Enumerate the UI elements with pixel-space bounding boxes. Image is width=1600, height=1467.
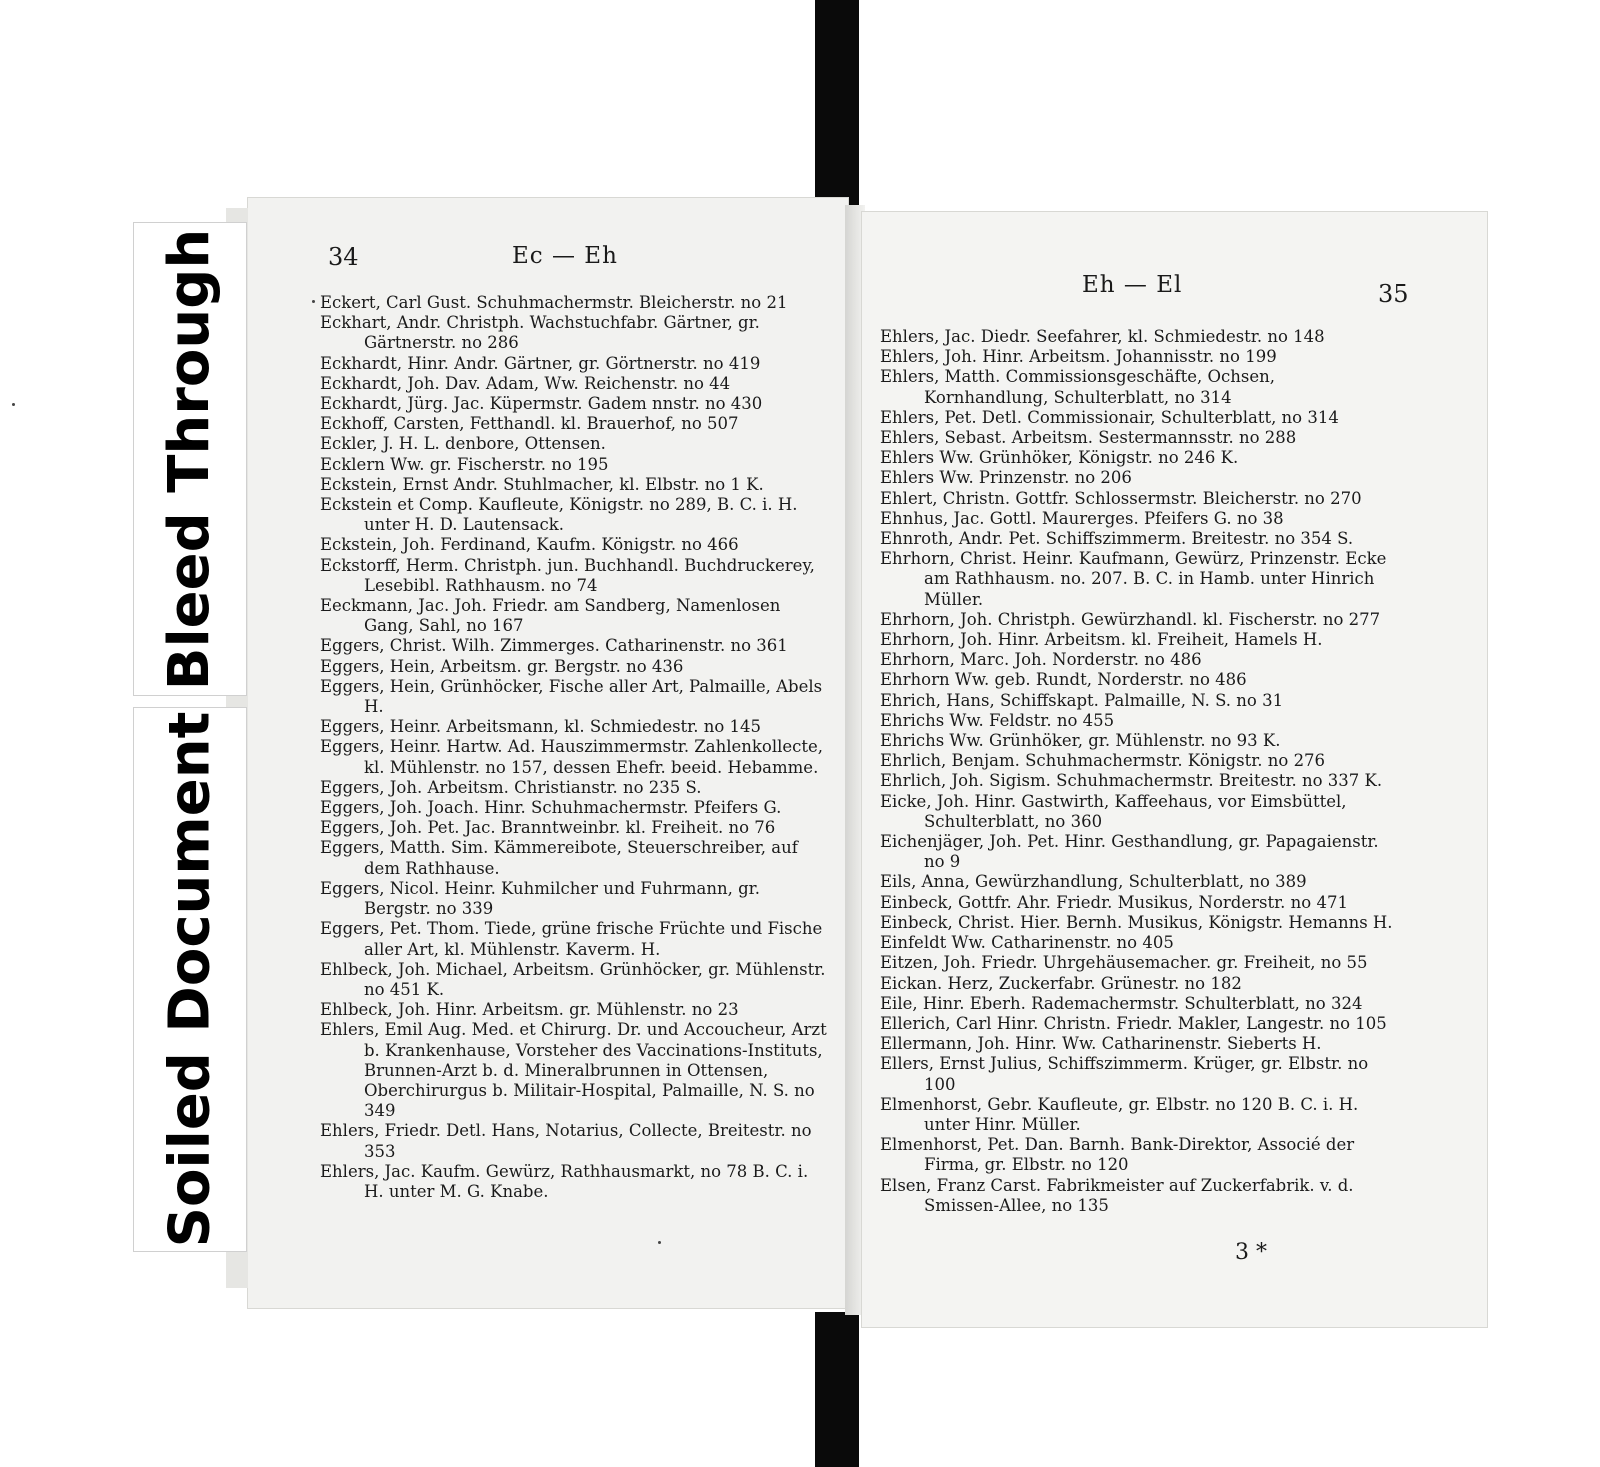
- directory-entry: Eckert, Carl Gust. Schuhmachermstr. Bleicherstr. no 21: [320, 293, 788, 312]
- directory-entry: Eggers, Joh. Joach. Hinr. Schuhmachermstr. Pfeifers G.: [320, 798, 782, 818]
- signature-mark: 3 *: [1235, 1240, 1267, 1265]
- directory-entry: Ellers, Ernst Julius, Schiffszimmerm. Krüger, gr. Elbstr. no 100: [880, 1054, 1369, 1094]
- directory-entry: Ehlers, Friedr. Detl. Hans, Notarius, Collecte, Breitestr. no 353: [320, 1121, 812, 1161]
- soiled-document-label: [133, 707, 247, 1252]
- directory-entry: Ehrhorn, Joh. Hinr. Arbeitsm. kl. Freiheit, Hamels H.: [880, 630, 1323, 650]
- directory-entry: Ehlbeck, Joh. Hinr. Arbeitsm. gr. Mühlenstr. no 23: [320, 1000, 739, 1020]
- speck: [658, 1241, 661, 1244]
- directory-entry: Ehrich, Hans, Schiffskapt. Palmaille, N. S. no 31: [880, 690, 1284, 710]
- directory-entry: Ehlers, Joh. Hinr. Arbeitsm. Johannisstr. no 199: [880, 347, 1277, 367]
- directory-entry: Eggers, Joh. Arbeitsm. Christianstr. no 235 S.: [320, 777, 702, 797]
- directory-entry: Eckler, J. H. L. denbore, Ottensen.: [320, 434, 606, 454]
- book-binding-bottom: [815, 1312, 859, 1467]
- left-page-number: 34: [328, 243, 359, 271]
- directory-entry: Ehlert, Christn. Gottfr. Schlossermstr. Bleicherstr. no 270: [880, 488, 1362, 508]
- directory-entry: Ehlers Ww. Grünhöker, Königstr. no 246 K.: [880, 448, 1239, 468]
- directory-entry: Eckhardt, Joh. Dav. Adam, Ww. Reichenstr. no 44: [320, 373, 731, 393]
- directory-entry: Eckstorff, Herm. Christph. jun. Buchhandl. Buchdruckerey, Lesebibl. Rathhausm. no 74: [320, 555, 815, 595]
- directory-entry: Eggers, Heinr. Arbeitsmann, kl. Schmiedestr. no 145: [320, 717, 762, 737]
- directory-entry: Ehnroth, Andr. Pet. Schiffszimmerm. Breitestr. no 354 S.: [880, 529, 1354, 549]
- annotation-labels: [133, 222, 245, 1250]
- directory-entry: Ecklern Ww. gr. Fischerstr. no 195: [320, 454, 609, 474]
- directory-entry: Eggers, Hein, Grünhöcker, Fische aller Art, Palmaille, Abels H.: [320, 676, 823, 717]
- directory-entry: Einbeck, Gottfr. Ahr. Friedr. Musikus, Norderstr. no 471: [880, 892, 1348, 912]
- directory-entry: Eggers, Hein, Arbeitsm. gr. Bergstr. no 436: [320, 656, 684, 676]
- bleed-through-label: [133, 222, 247, 696]
- directory-entry: Eile, Hinr. Eberh. Rademachermstr. Schulterblatt, no 324: [880, 993, 1363, 1013]
- directory-entry: Ehrhorn, Christ. Heinr. Kaufmann, Gewürz, Prinzenstr. Ecke am Rathhausm. no. 207. B. C. in Hamb. unter Hinrich Müller.: [880, 549, 1387, 609]
- directory-entry: Eggers, Matth. Sim. Kämmereibote, Steuerschreiber, auf dem Rathhause.: [320, 838, 798, 878]
- soiled-document-label-text: Soiled Document: [157, 711, 223, 1248]
- directory-entry: Ehlbeck, Joh. Michael, Arbeitsm. Grünhöcker, gr. Mühlenstr. no 451 K.: [320, 959, 826, 999]
- speck: [12, 403, 15, 406]
- directory-entry: Eicke, Joh. Hinr. Gastwirth, Kaffeehaus, vor Eimsbüttel, Schulterblatt, no 360: [880, 791, 1347, 831]
- directory-entry: Elmenhorst, Gebr. Kaufleute, gr. Elbstr. no 120 B. C. i. H. unter Hinr. Müller.: [880, 1094, 1359, 1134]
- directory-entry: Ehlers, Matth. Commissionsgeschäfte, Ochsen, Kornhandlung, Schulterblatt, no 314: [880, 367, 1276, 407]
- directory-entry: Eckstein, Ernst Andr. Stuhlmacher, kl. Elbstr. no 1 K.: [320, 474, 764, 494]
- directory-entry: Eggers, Pet. Thom. Tiede, grüne frische Früchte und Fische aller Art, kl. Mühlenstr. Kaverm. H.: [320, 919, 823, 959]
- right-page-header: Eh — El: [1082, 272, 1183, 298]
- directory-entry: Eckhart, Andr. Christph. Wachstuchfabr. Gärtner, gr. Gärtnerstr. no 286: [320, 313, 760, 353]
- directory-entry: Ehlers, Jac. Diedr. Seefahrer, kl. Schmiedestr. no 148: [880, 327, 1325, 346]
- directory-entry: Ehrhorn, Marc. Joh. Norderstr. no 486: [880, 650, 1202, 670]
- directory-entry: Ehlers, Jac. Kaufm. Gewürz, Rathhausmarkt, no 78 B. C. i. H. unter M. G. Knabe.: [320, 1161, 809, 1201]
- directory-entry: Ehrlich, Joh. Sigism. Schuhmachermstr. Breitestr. no 337 K.: [880, 771, 1383, 791]
- directory-entry: Ehlers, Pet. Detl. Commissionair, Schulterblatt, no 314: [880, 407, 1339, 427]
- directory-entry: Ehrlich, Benjam. Schuhmachermstr. Königstr. no 276: [880, 751, 1326, 771]
- directory-entry: Eggers, Christ. Wilh. Zimmerges. Catharinenstr. no 361: [320, 636, 788, 656]
- left-page-header: Ec — Eh: [512, 243, 618, 269]
- directory-entry: Ellermann, Joh. Hinr. Ww. Catharinenstr. Sieberts H.: [880, 1034, 1322, 1054]
- directory-entry: Eckhardt, Jürg. Jac. Küpermstr. Gadem nnstr. no 430: [320, 394, 763, 414]
- directory-entry: Einbeck, Christ. Hier. Bernh. Musikus, Königstr. Hemanns H.: [880, 912, 1393, 932]
- directory-entry: Eckhoff, Carsten, Fetthandl. kl. Brauerhof, no 507: [320, 414, 739, 434]
- directory-entry: Einfeldt Ww. Catharinenstr. no 405: [880, 933, 1174, 953]
- directory-entry: Eggers, Heinr. Hartw. Ad. Hauszimmermstr. Zahlenkollecte, kl. Mühlenstr. no 157, dessen Ehefr. beeid. Hebamme.: [320, 737, 824, 777]
- directory-entry: Ehlers, Sebast. Arbeitsm. Sestermannsstr. no 288: [880, 428, 1297, 448]
- directory-entry: Eils, Anna, Gewürzhandlung, Schulterblatt, no 389: [880, 872, 1307, 892]
- book-binding-top: [815, 0, 859, 215]
- speck: [312, 300, 315, 303]
- directory-entry: Elmenhorst, Pet. Dan. Barnh. Bank-Direktor, Associé der Firma, gr. Elbstr. no 120: [880, 1135, 1355, 1175]
- directory-entry: Eckstein, Joh. Ferdinand, Kaufm. Königstr. no 466: [320, 535, 739, 555]
- directory-entry: Eggers, Nicol. Heinr. Kuhmilcher und Fuhrmann, gr. Bergstr. no 339: [320, 878, 760, 919]
- directory-entry: Eickan. Herz, Zuckerfabr. Grünestr. no 182: [880, 973, 1242, 993]
- left-page-entries: [320, 293, 830, 1202]
- directory-entry: Eichenjäger, Joh. Pet. Hinr. Gesthandlung, gr. Papagaienstr. no 9: [880, 832, 1379, 872]
- right-page-number: 35: [1378, 280, 1409, 308]
- directory-entry: Ehrichs Ww. Grünhöker, gr. Mühlenstr. no 93 K.: [880, 731, 1281, 751]
- directory-entry: Ehnhus, Jac. Gottl. Maurerges. Pfeifers G. no 38: [880, 508, 1284, 528]
- directory-entry: Ehlers Ww. Prinzenstr. no 206: [880, 468, 1132, 488]
- directory-entry: Eckhardt, Hinr. Andr. Gärtner, gr. Görtnerstr. no 419: [320, 353, 761, 373]
- right-page-entries: [880, 327, 1400, 1216]
- bleed-through-label-text: Bleed Through: [157, 228, 223, 690]
- directory-entry: Ehlers, Emil Aug. Med. et Chirurg. Dr. und Accoucheur, Arzt b. Krankenhause, Vorsteher des Vaccinations-Instituts, Brunnen-Arzt b. d. Mineralbrunnen in Ottensen, Oberchirurgus b. Militair-Hospital, Palmaille, N. S. no 349: [320, 1020, 827, 1121]
- directory-entry: Ehrhorn Ww. geb. Rundt, Norderstr. no 486: [880, 670, 1247, 690]
- directory-entry: Ehrichs Ww. Feldstr. no 455: [880, 710, 1115, 730]
- directory-entry: Ellerich, Carl Hinr. Christn. Friedr. Makler, Langestr. no 105: [880, 1013, 1387, 1033]
- directory-entry: Elsen, Franz Carst. Fabrikmeister auf Zuckerfabrik. v. d. Smissen-Allee, no 135: [880, 1175, 1354, 1215]
- directory-entry: Eckstein et Comp. Kaufleute, Königstr. no 289, B. C. i. H. unter H. D. Lautensack.: [320, 495, 798, 535]
- directory-entry: Eitzen, Joh. Friedr. Uhrgehäusemacher. gr. Freiheit, no 55: [880, 953, 1368, 973]
- directory-entry: Eeckmann, Jac. Joh. Friedr. am Sandberg, Namenlosen Gang, Sahl, no 167: [320, 596, 781, 636]
- directory-entry: Eggers, Joh. Pet. Jac. Branntweinbr. kl. Freiheit. no 76: [320, 818, 776, 838]
- directory-entry: Ehrhorn, Joh. Christph. Gewürzhandl. kl. Fischerstr. no 277: [880, 609, 1381, 629]
